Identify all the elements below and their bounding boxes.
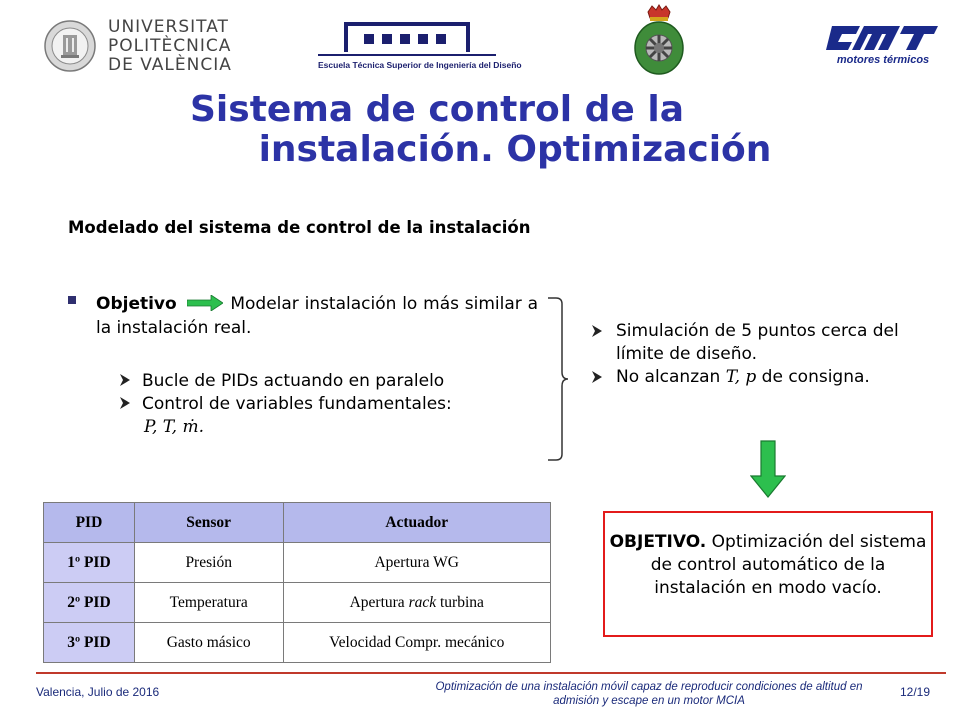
cmt-subtitle: motores térmicos <box>836 54 930 66</box>
goal-label: OBJETIVO. <box>609 532 707 552</box>
section-heading: Modelado del sistema de control de la instalación <box>68 218 531 237</box>
etsid-logo <box>318 22 522 72</box>
column-header: PID <box>44 503 135 543</box>
upv-line-3: DE VALÈNCIA <box>108 55 232 75</box>
actuator-cell: Apertura WG <box>283 543 551 583</box>
sub-item-text: Bucle de PIDs actuando en paralelo <box>142 371 445 391</box>
pid-cell: 1º PID <box>44 543 135 583</box>
footer-divider <box>36 672 946 674</box>
actuator-pre: Apertura <box>349 593 409 611</box>
chevron-bullet-icon <box>590 370 604 384</box>
objective-label: Objetivo <box>96 294 177 314</box>
sub-list <box>118 370 548 439</box>
result-suffix: de consigna. <box>756 367 870 387</box>
sensor-cell: Gasto másico <box>134 623 283 663</box>
column-header: Actuador <box>283 503 551 543</box>
right-brace-icon <box>546 296 586 462</box>
list-item <box>118 370 548 393</box>
objective-bullet <box>68 292 538 340</box>
pid-table <box>43 502 551 663</box>
result-math: T, p <box>725 367 757 387</box>
slide-title <box>150 90 790 170</box>
upv-seal-icon <box>44 20 96 72</box>
variables-math: P, T, ṁ. <box>144 417 204 437</box>
actuator-cell: Velocidad Compr. mecánico <box>283 623 551 663</box>
chevron-bullet-icon <box>118 396 132 410</box>
right-arrow-icon <box>187 295 223 311</box>
actuator-post: turbina <box>436 593 484 611</box>
goal-box <box>603 511 933 637</box>
pid-cell: 2º PID <box>44 583 135 623</box>
sensor-cell: Presión <box>134 543 283 583</box>
footer-subtitle: Optimización de una instalación móvil capaz de reproducir condiciones de altitud en admisión y escape en un motor MCIA <box>435 681 863 707</box>
down-arrow-icon <box>750 440 786 498</box>
results-list <box>590 320 940 389</box>
list-item <box>590 366 940 389</box>
result-prefix: No alcanzan <box>616 367 726 387</box>
cmt-wordmark-icon <box>826 22 940 52</box>
objective-text-block <box>96 292 538 340</box>
engineering-crest-icon <box>630 4 688 76</box>
objective-text: Modelar instalación lo más similar a la instalación real. <box>96 294 538 338</box>
table-row <box>44 543 551 583</box>
upv-line-1: UNIVERSITAT <box>108 17 229 37</box>
list-item <box>118 393 548 439</box>
actuator-cell <box>283 583 551 623</box>
upv-logo-text <box>108 18 232 75</box>
etsid-caption: Escuela Técnica Superior de Ingeniería del Diseño <box>318 60 522 70</box>
sub-item-text: Control de variables fundamentales: <box>142 394 452 414</box>
table-row <box>44 583 551 623</box>
chevron-bullet-icon <box>590 324 604 338</box>
table-header-row <box>44 503 551 543</box>
footer-date: Valencia, Julio de 2016 <box>36 685 160 699</box>
actuator-em: rack <box>408 593 437 611</box>
upv-line-2: POLITÈCNICA <box>108 36 232 56</box>
pid-cell: 3º PID <box>44 623 135 663</box>
title-line-2: instalación. Optimización <box>258 129 772 170</box>
list-item <box>590 320 940 366</box>
table-row <box>44 623 551 663</box>
goal-text: Optimización del sistema de control automático de la instalación en modo vacío. <box>650 532 927 598</box>
cmt-logo <box>826 22 940 66</box>
etsid-building-icon <box>318 22 496 58</box>
chevron-bullet-icon <box>118 373 132 387</box>
title-line-1: Sistema de control de la <box>190 89 684 130</box>
page-number: 12/19 <box>900 685 931 699</box>
sensor-cell: Temperatura <box>134 583 283 623</box>
result-text: Simulación de 5 puntos cerca del límite de diseño. <box>616 321 899 364</box>
square-bullet-icon <box>68 296 76 304</box>
column-header: Sensor <box>134 503 283 543</box>
